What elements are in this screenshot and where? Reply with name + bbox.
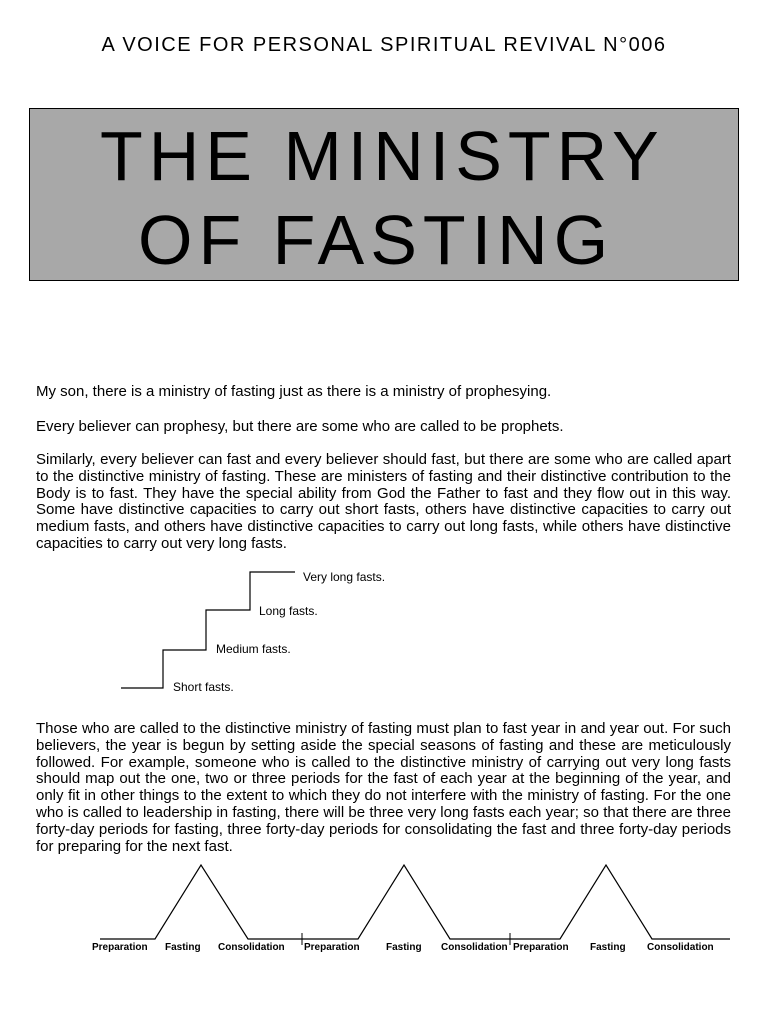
cycle-label-preparation-3: Preparation	[513, 942, 569, 953]
paragraph-1: My son, there is a ministry of fasting just as there is a ministry of prophesying.	[36, 383, 552, 400]
title-line-2: OF FASTING	[138, 201, 615, 279]
cycle-label-preparation-1: Preparation	[92, 942, 148, 953]
paragraph-3: Similarly, every believer can fast and every believer should fast, but there are some who are called apart to the distinctive ministry of fasting. These are ministers of fasting and their distinctive contribution to the Body is to fast. They have the special ability from God the Father to fast and they flow out in this way. Some have distinctive capacities to carry out short fasts, others have distinctive capacities to carry out medium fasts, and others have distinctive capacities to carry out long fasts, while others have distinctive capacities to carry out very long fasts.	[36, 451, 731, 552]
stair-label-very-long: Very long fasts.	[303, 570, 386, 584]
title-banner	[29, 108, 739, 281]
stair-label-medium: Medium fasts.	[216, 642, 291, 656]
stair-label-short: Short fasts.	[173, 680, 234, 694]
cycle-label-consolidation-1: Consolidation	[218, 942, 285, 953]
stair-label-long: Long fasts.	[259, 604, 318, 618]
paragraph-4: Those who are called to the distinctive ministry of fasting must plan to fast year in and year out. For such believers, the year is begun by setting aside the special seasons of fasting and these are meticulously followed. For example, someone who is called to the distinctive ministry of carrying out very long fasts should map out the one, two or three periods for the fast of each year at the beginning of the year, and only fit in other things to the extent to which they do not interfere with the ministry of fasting. For the one who is called to leadership in fasting, there will be three very long fasts each year; so that there are three forty-day periods for fasting, three forty-day periods for consolidating the fast and three forty-day periods for preparing for the next fast.	[36, 720, 731, 855]
cycle-line	[100, 865, 730, 939]
cycle-label-fasting-3: Fasting	[590, 942, 626, 953]
cycle-label-consolidation-3: Consolidation	[647, 942, 714, 953]
newsletter-header: A VOICE FOR PERSONAL SPIRITUAL REVIVAL N°006	[101, 34, 667, 56]
cycle-label-fasting-1: Fasting	[165, 942, 201, 953]
title-line-1: THE MINISTRY	[100, 117, 665, 195]
staircase-line	[121, 572, 295, 688]
cycle-label-fasting-2: Fasting	[386, 942, 422, 953]
paragraph-2: Every believer can prophesy, but there are some who are called to be prophets.	[36, 418, 564, 435]
cycle-label-consolidation-2: Consolidation	[441, 942, 508, 953]
cycle-label-preparation-2: Preparation	[304, 942, 360, 953]
